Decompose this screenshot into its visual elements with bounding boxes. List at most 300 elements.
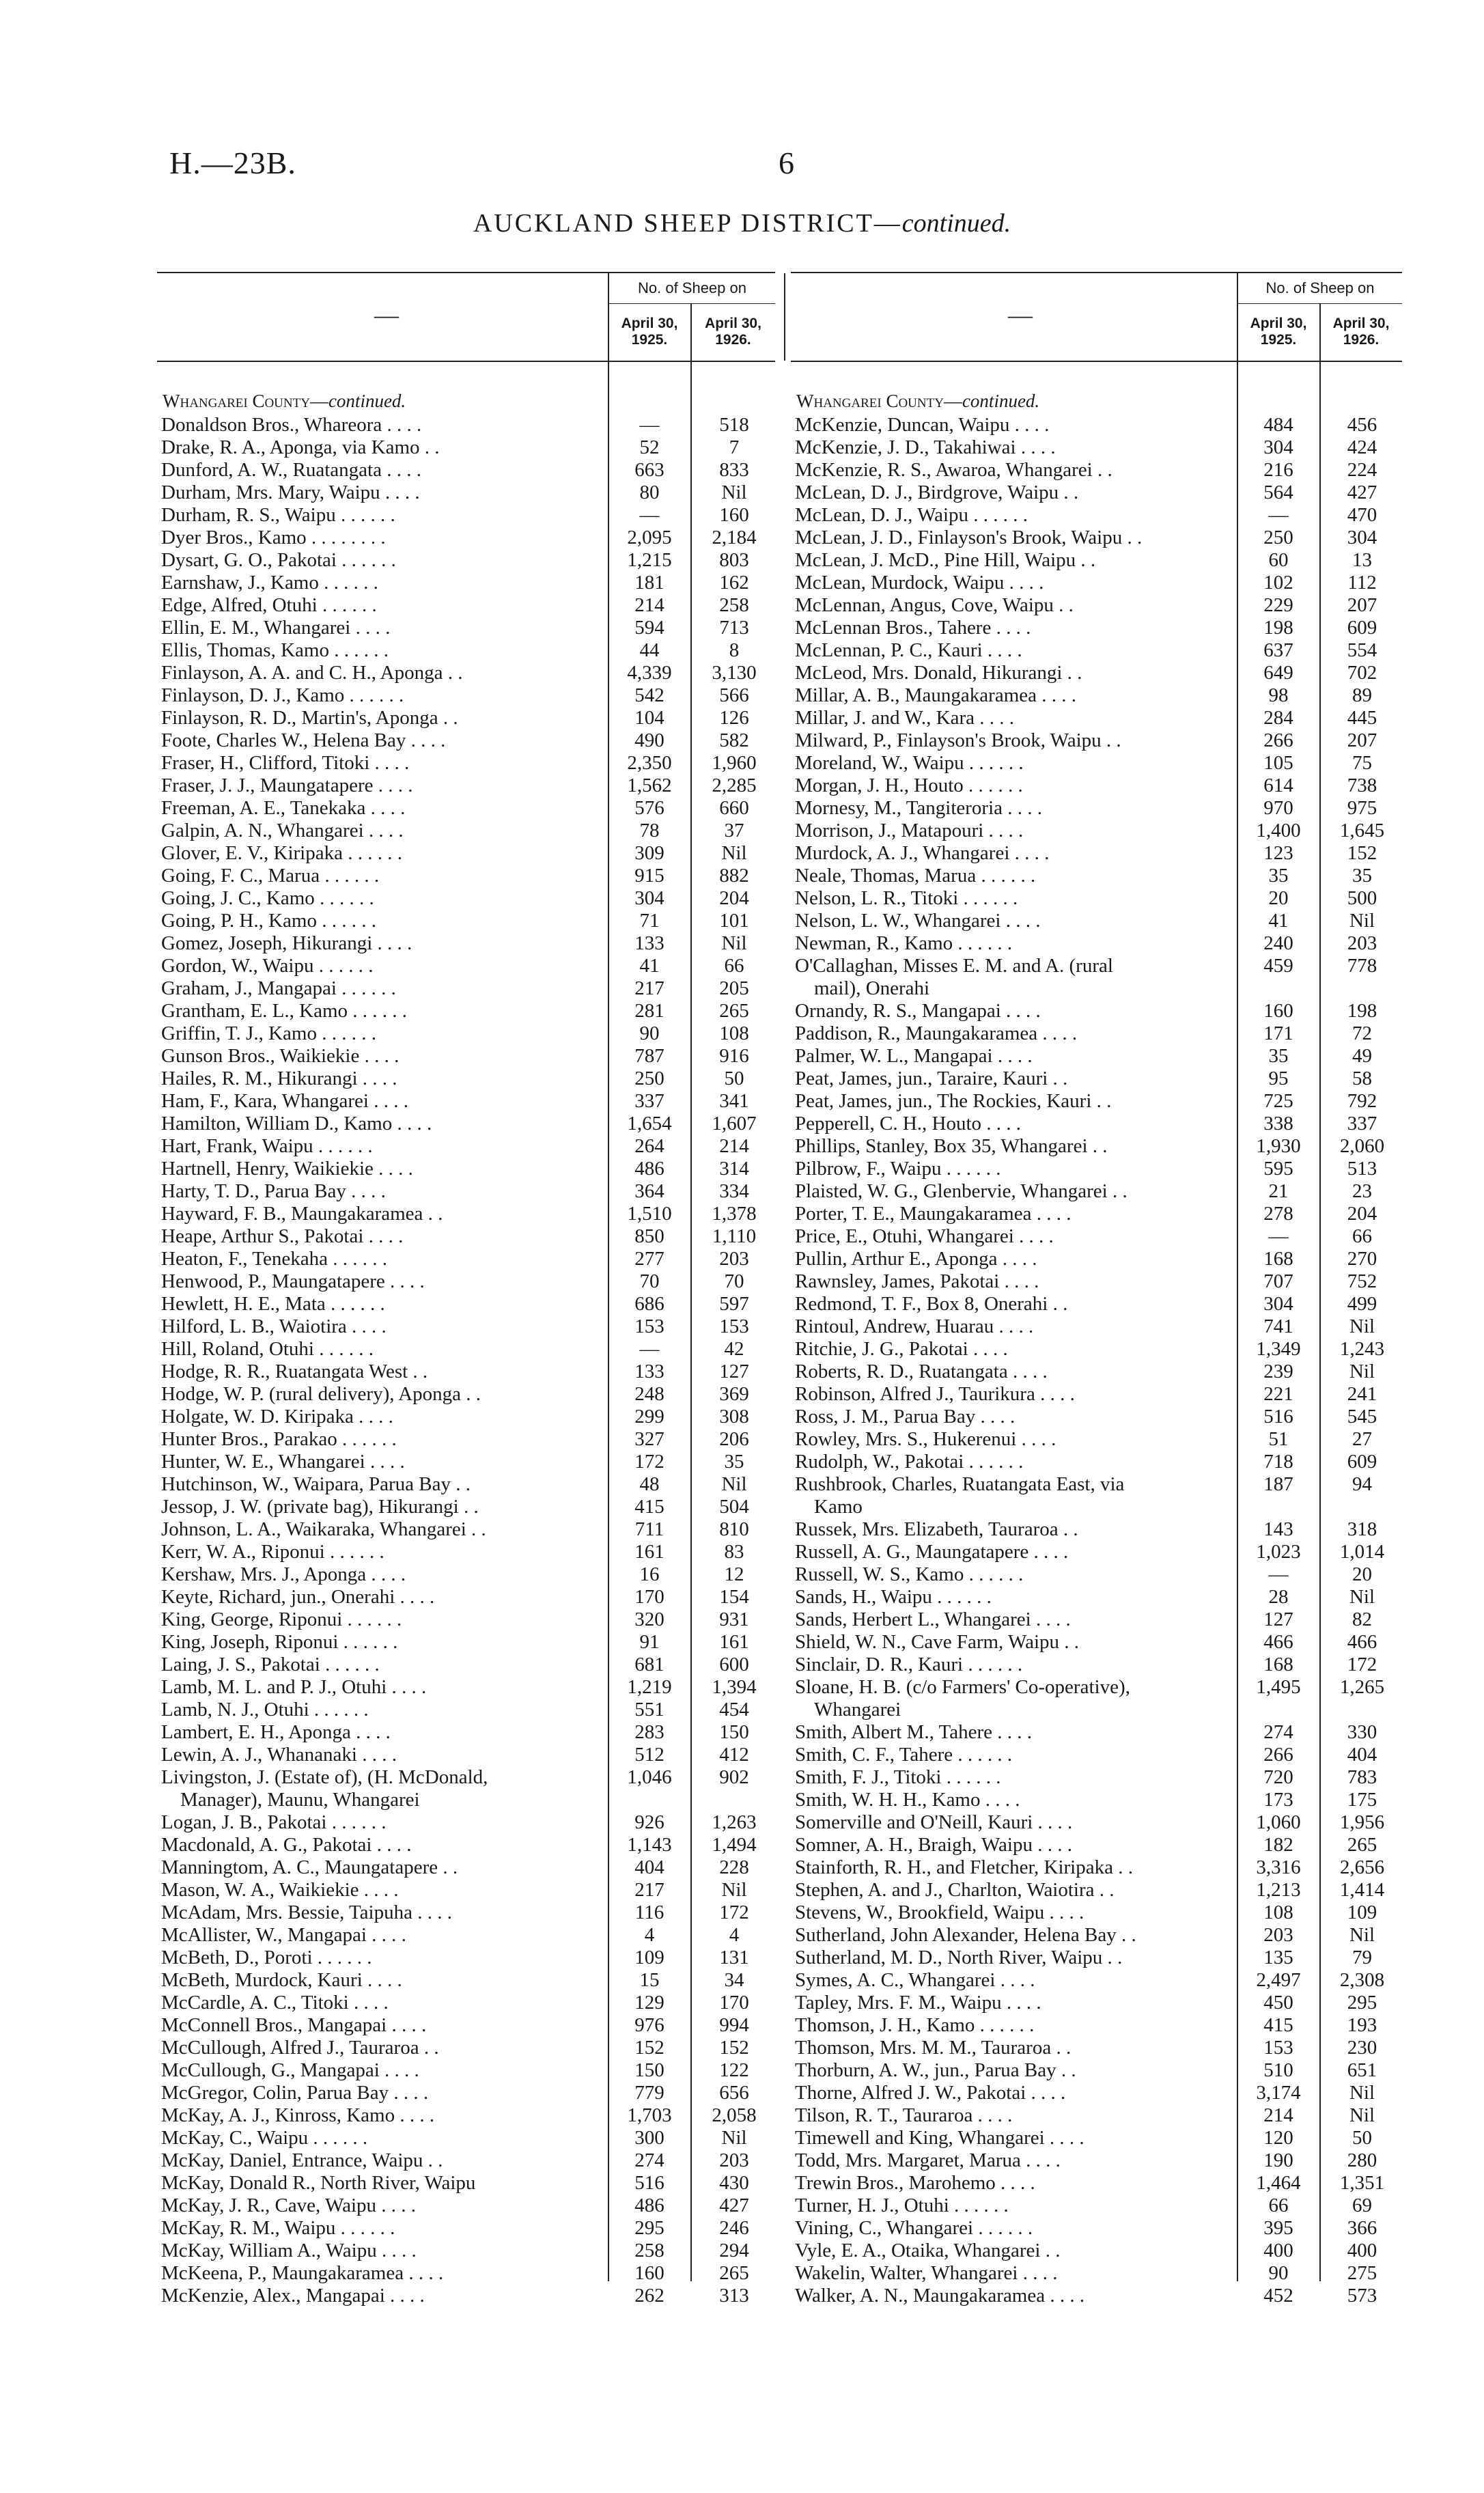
sheep-1926-value: 341 <box>719 1090 749 1112</box>
sheep-1926-value: 170 <box>719 1992 749 2014</box>
sheep-1926-value: 504 <box>719 1496 749 1518</box>
owner-name <box>157 1654 608 1676</box>
sheep-1925-value: 404 <box>634 1856 664 1878</box>
table-row <box>157 2014 775 2037</box>
sheep-1926-value: 651 <box>1347 2059 1377 2081</box>
sheep-1925-value: 283 <box>634 1721 664 1743</box>
sheep-1926-value: 241 <box>1347 1383 1377 1405</box>
sheep-1925-value: 262 <box>634 2285 664 2307</box>
owner-name-line: Russell, W. S., Kamo . . . . . . <box>795 1563 1024 1585</box>
sheep-1926-value: 454 <box>719 1699 749 1721</box>
name-column-header: — <box>374 301 399 329</box>
table-row <box>157 1090 775 1113</box>
owner-name <box>157 504 608 527</box>
owner-name-line: Going, J. C., Kamo . . . . . . <box>161 887 374 909</box>
table-row <box>791 1203 1402 1225</box>
sheep-1926-value: 1,494 <box>712 1834 757 1856</box>
sheep-1925-value: 450 <box>1263 1992 1293 2014</box>
sheep-1926-value: Nil <box>721 482 747 503</box>
sheep-1926-value: 513 <box>1347 1158 1377 1180</box>
column-rule <box>608 273 609 361</box>
sheep-1926-value: 573 <box>1347 2285 1377 2307</box>
sheep-1926-value: 337 <box>1347 1113 1377 1134</box>
owner-name-line: Rudolph, W., Pakotai . . . . . . <box>795 1451 1024 1473</box>
owner-name-line: Holgate, W. D. Kiripaka . . . . <box>161 1406 393 1427</box>
owner-name <box>791 504 1239 527</box>
sheep-1925-value: 160 <box>634 2262 664 2284</box>
table-row <box>791 1902 1402 1924</box>
owner-name <box>157 1902 608 1924</box>
table-row <box>157 1225 775 1248</box>
sheep-1925-value: 725 <box>1263 1090 1293 1112</box>
sheep-1925-value: 80 <box>639 482 660 503</box>
owner-name <box>791 414 1239 436</box>
sheep-1925-value: 551 <box>634 1699 664 1721</box>
sheep-1925-value: 595 <box>1263 1158 1293 1180</box>
sheep-1925-value: 663 <box>634 459 664 481</box>
owner-name-line: Fraser, J. J., Maungatapere . . . . <box>161 775 413 796</box>
owner-name-line: McAdam, Mrs. Bessie, Taipuha . . . . <box>161 1902 452 1923</box>
owner-name-line: Roberts, R. D., Ruatangata . . . . <box>795 1361 1048 1382</box>
column-rule <box>1237 273 1238 361</box>
owner-name-line: Gomez, Joseph, Hikurangi . . . . <box>161 932 412 954</box>
sheep-1926-value: 609 <box>1347 617 1377 639</box>
sheep-1926-value: 50 <box>1352 2127 1372 2149</box>
left-table-header <box>157 272 775 362</box>
sheep-1926-value: 34 <box>724 1969 744 1991</box>
owner-name-line: Laing, J. S., Pakotai . . . . . . <box>161 1654 380 1675</box>
sheep-1926-value: 82 <box>1352 1608 1372 1630</box>
sheep-1925-value: 190 <box>1263 2149 1293 2171</box>
owner-name-line: Ellis, Thomas, Kamo . . . . . . <box>161 639 389 661</box>
owner-name-line: Shield, W. N., Cave Farm, Waipu . . <box>795 1631 1079 1653</box>
sheep-1926-value: 334 <box>719 1180 749 1202</box>
sheep-1926-value: 2,058 <box>712 2104 757 2126</box>
sheep-1926-value: Nil <box>1349 2082 1375 2104</box>
sheep-1925-value: 2,497 <box>1256 1969 1301 1991</box>
owner-name <box>791 1361 1239 1383</box>
sheep-1925-value: 4,339 <box>627 662 672 684</box>
sheep-1925-value: 976 <box>634 2014 664 2036</box>
document-reference: H.—23B. <box>169 145 296 180</box>
owner-name <box>157 572 608 594</box>
table-row <box>791 639 1402 662</box>
table-row <box>791 1969 1402 1992</box>
table-row <box>157 1113 775 1135</box>
sheep-1926-value: 275 <box>1347 2262 1377 2284</box>
owner-name <box>791 2149 1239 2172</box>
owner-name-line: Macdonald, A. G., Pakotai . . . . <box>161 1834 412 1856</box>
sheep-1925-value: 78 <box>639 820 660 841</box>
table-row <box>157 459 775 482</box>
owner-name-line: McKay, C., Waipu . . . . . . <box>161 2127 368 2149</box>
sheep-1926-value: 1,243 <box>1339 1338 1385 1360</box>
table-row <box>157 1902 775 1924</box>
owner-name <box>157 1541 608 1563</box>
table-row <box>791 1180 1402 1203</box>
owner-name <box>791 1248 1239 1270</box>
table-row <box>791 2172 1402 2195</box>
sheep-1926-value: Nil <box>1349 910 1375 932</box>
sheep-1925-value: 284 <box>1263 707 1293 729</box>
sheep-1926-value: 204 <box>1347 1203 1377 1225</box>
owner-name-line: Ellin, E. M., Whangarei . . . . <box>161 617 391 639</box>
page-title <box>0 208 1484 238</box>
sheep-1926-value: 902 <box>719 1766 749 1788</box>
owner-name <box>157 1856 608 1879</box>
table-row <box>157 414 775 436</box>
sheep-1926-value: 427 <box>1347 482 1377 503</box>
sheep-1925-value: 95 <box>1268 1068 1289 1089</box>
table-row <box>791 1879 1402 1902</box>
owner-name <box>157 1496 608 1518</box>
sheep-1925-value: 216 <box>1263 459 1293 481</box>
sheep-1926-value: 304 <box>1347 527 1377 548</box>
sheep-1926-value: 23 <box>1352 1180 1372 1202</box>
owner-name-line: Kershaw, Mrs. J., Aponga . . . . <box>161 1563 406 1585</box>
sheep-1925-value: 1,023 <box>1256 1541 1301 1563</box>
sheep-1926-value: 72 <box>1352 1022 1372 1044</box>
sheep-1926-value: 70 <box>724 1270 744 1292</box>
sheep-1925-value: 90 <box>1268 2262 1289 2284</box>
owner-name-line: Glover, E. V., Kiripaka . . . . . . <box>161 842 402 864</box>
owner-name <box>157 955 608 977</box>
section-heading <box>791 388 1402 414</box>
sheep-1926-value: 369 <box>719 1383 749 1405</box>
sheep-1926-value: 366 <box>1347 2217 1377 2239</box>
table-row <box>157 2217 775 2240</box>
owner-name-line: Durham, R. S., Waipu . . . . . . <box>161 504 395 526</box>
table-row <box>157 1744 775 1766</box>
owner-name <box>791 887 1239 910</box>
sheep-1926-value: 518 <box>719 414 749 436</box>
owner-name <box>157 1338 608 1361</box>
owner-name-line: Fraser, H., Clifford, Titoki . . . . <box>161 752 410 774</box>
table-row <box>157 1361 775 1383</box>
sheep-1926-value: 1,351 <box>1339 2172 1385 2194</box>
table-row <box>791 1293 1402 1315</box>
owner-name <box>791 1879 1239 1902</box>
sheep-1925-value: 60 <box>1268 549 1289 571</box>
sheep-1925-value: 160 <box>1263 1000 1293 1022</box>
table-row <box>791 1045 1402 1068</box>
sheep-1926-value: 101 <box>719 910 749 932</box>
sheep-1925-value: 250 <box>1263 527 1293 548</box>
sheep-1926-value: 738 <box>1347 775 1377 796</box>
owner-name <box>157 1811 608 1834</box>
col-1926-header: April 30, 1926. <box>1332 316 1390 348</box>
sheep-1926-value: Nil <box>1349 1924 1375 1946</box>
sheep-1925-value: — <box>1268 1563 1289 1585</box>
name-column-header: — <box>1008 301 1033 329</box>
owner-name <box>791 527 1239 549</box>
sheep-1926-value: 545 <box>1347 1406 1377 1427</box>
table-row <box>791 1113 1402 1135</box>
sheep-1925-value: 168 <box>1263 1248 1293 1270</box>
owner-name <box>791 752 1239 775</box>
sheep-1926-value: 1,645 <box>1339 820 1385 841</box>
owner-name-continuation: mail), Onerahi <box>814 977 930 999</box>
column-rule <box>690 303 692 361</box>
table-row <box>157 707 775 729</box>
owner-name-line: Vining, C., Whangarei . . . . . . <box>795 2217 1033 2239</box>
table-row <box>157 549 775 572</box>
sheep-1926-value: Nil <box>721 1473 747 1495</box>
sheep-1925-value: 1,349 <box>1256 1338 1301 1360</box>
right-rows <box>791 414 1402 2307</box>
owner-name <box>791 842 1239 865</box>
owner-name-line: Tapley, Mrs. F. M., Waipu . . . . <box>795 1992 1041 2014</box>
owner-name-line: McKay, R. M., Waipu . . . . . . <box>161 2217 395 2239</box>
owner-name-line: Durham, Mrs. Mary, Waipu . . . . <box>161 482 420 503</box>
table-row <box>157 1654 775 1676</box>
owner-name-line: McCullough, Alfred J., Tauraroa . . <box>161 2037 439 2059</box>
owner-name-line: Smith, Albert M., Tahere . . . . <box>795 1721 1033 1743</box>
owner-name-line: Timewell and King, Whangarei . . . . <box>795 2127 1084 2149</box>
sheep-1925-value: 143 <box>1263 1518 1293 1540</box>
owner-name <box>157 1113 608 1135</box>
sheep-1925-value: 1,510 <box>627 1203 672 1225</box>
sheep-1926-value: 554 <box>1347 639 1377 661</box>
table-row <box>157 1428 775 1451</box>
sheep-1925-value: 486 <box>634 1158 664 1180</box>
owner-name-line: Sloane, H. B. (c/o Farmers' Co-operative), <box>795 1676 1130 1698</box>
sheep-1925-value: 152 <box>634 2037 664 2059</box>
sheep-1925-value: 240 <box>1263 932 1293 954</box>
owner-name <box>157 2037 608 2059</box>
owner-name <box>791 1563 1239 1586</box>
owner-name <box>157 1383 608 1406</box>
sheep-1926-value: 193 <box>1347 2014 1377 2036</box>
sheep-1925-value: 337 <box>634 1090 664 1112</box>
table-row <box>157 2149 775 2172</box>
table-row <box>791 1563 1402 1586</box>
sheep-1925-value: 133 <box>634 932 664 954</box>
table-row <box>157 1068 775 1090</box>
owner-name-line: McKay, Daniel, Entrance, Waipu . . <box>161 2149 443 2171</box>
owner-name <box>157 1608 608 1631</box>
sheep-1925-value: 91 <box>639 1631 660 1653</box>
sheep-1926-value: 656 <box>719 2082 749 2104</box>
owner-name <box>791 1631 1239 1654</box>
sheep-1926-value: 783 <box>1347 1766 1377 1788</box>
table-row <box>791 1000 1402 1022</box>
owner-name <box>791 572 1239 594</box>
owner-name-line: Going, P. H., Kamo . . . . . . <box>161 910 376 932</box>
sheep-1926-value: 69 <box>1352 2195 1372 2216</box>
table-row <box>791 1428 1402 1451</box>
sheep-1925-value: 1,930 <box>1256 1135 1301 1157</box>
sheep-1926-value: Nil <box>721 842 747 864</box>
sheep-1925-value: — <box>639 414 660 436</box>
sheep-1926-value: 314 <box>719 1158 749 1180</box>
table-row <box>157 1947 775 1969</box>
sheep-1925-value: 1,213 <box>1256 1879 1301 1901</box>
sheep-1926-value: 172 <box>719 1902 749 1923</box>
sheep-1925-value: 217 <box>634 977 664 999</box>
owner-name <box>157 752 608 775</box>
table-row <box>791 2217 1402 2240</box>
sheep-1925-value: 153 <box>634 1315 664 1337</box>
sheep-1926-value: 833 <box>719 459 749 481</box>
owner-name <box>791 436 1239 459</box>
owner-name <box>157 1947 608 1969</box>
table-row <box>157 2172 775 2195</box>
sheep-1925-value: 116 <box>634 1902 664 1923</box>
sheep-1925-value: 278 <box>1263 1203 1293 1225</box>
sheep-1925-value: 1,495 <box>1256 1676 1301 1698</box>
sheep-1926-value: 702 <box>1347 662 1377 684</box>
sheep-1926-value: 466 <box>1347 1631 1377 1653</box>
owner-name-line: Morrison, J., Matapouri . . . . <box>795 820 1024 841</box>
sheep-1925-value: 3,174 <box>1256 2082 1301 2104</box>
sheep-1926-value: Nil <box>721 1879 747 1901</box>
sheep-1926-value: 35 <box>1352 865 1372 887</box>
sheep-1926-value: 265 <box>1347 1834 1377 1856</box>
owner-name-line: Neale, Thomas, Marua . . . . . . <box>795 865 1036 887</box>
owner-name-line: McBeth, Murdock, Kauri . . . . <box>161 1969 402 1991</box>
owner-name <box>157 2240 608 2262</box>
left-table <box>157 272 775 2307</box>
sheep-1926-value: 265 <box>719 2262 749 2284</box>
sheep-1925-value: 15 <box>639 1969 660 1991</box>
owner-name <box>157 2262 608 2285</box>
sheep-1926-value: 112 <box>1347 572 1377 594</box>
sheep-1925-value: 181 <box>634 572 664 594</box>
table-row <box>157 1451 775 1473</box>
owner-name-line: Hewlett, H. E., Mata . . . . . . <box>161 1293 385 1315</box>
sheep-1925-value: 510 <box>1263 2059 1293 2081</box>
sheep-1925-value: — <box>639 504 660 526</box>
table-row <box>157 1293 775 1315</box>
owner-name-line: Hodge, R. R., Ruatangata West . . <box>161 1361 428 1382</box>
owner-name <box>791 1338 1239 1361</box>
owner-name-line: Sutherland, John Alexander, Helena Bay . . <box>795 1924 1136 1946</box>
sheep-1926-value: 500 <box>1347 887 1377 909</box>
sheep-1926-value: 810 <box>719 1518 749 1540</box>
sheep-count-group-header: No. of Sheep on <box>1238 273 1402 304</box>
table-row <box>791 572 1402 594</box>
table-row <box>157 617 775 639</box>
owner-name-line: McKay, A. J., Kinross, Kamo . . . . <box>161 2104 435 2126</box>
owner-name <box>157 1699 608 1721</box>
section-main: Whangarei County— <box>163 391 328 411</box>
sheep-1926-value: 198 <box>1347 1000 1377 1022</box>
sheep-1925-value: 594 <box>634 617 664 639</box>
owner-name-line: Walker, A. N., Maungakaramea . . . . <box>795 2285 1085 2307</box>
owner-name-line: McLennan Bros., Tahere . . . . <box>795 617 1031 639</box>
owner-name-line: Stevens, W., Brookfield, Waipu . . . . <box>795 1902 1084 1923</box>
sheep-1925-value: 490 <box>634 729 664 751</box>
sheep-1925-value: 266 <box>1263 729 1293 751</box>
owner-name-line: Moreland, W., Waipu . . . . . . <box>795 752 1024 774</box>
owner-name <box>157 932 608 955</box>
table-row <box>157 1924 775 1947</box>
sheep-1926-value: 152 <box>719 2037 749 2059</box>
sheep-1926-value: 318 <box>1347 1518 1377 1540</box>
owner-name-line: Smith, W. H. H., Kamo . . . . <box>795 1789 1020 1811</box>
sheep-1926-value: 660 <box>719 797 749 819</box>
table-row <box>791 1473 1402 1518</box>
owner-name-line: Hailes, R. M., Hikurangi . . . . <box>161 1068 397 1089</box>
table-row <box>157 1158 775 1180</box>
owner-name <box>791 1924 1239 1947</box>
owner-name <box>157 707 608 729</box>
sheep-1925-value: 1,060 <box>1256 1811 1301 1833</box>
owner-name-line: Hodge, W. P. (rural delivery), Aponga . . <box>161 1383 481 1405</box>
sheep-1925-value: 564 <box>1263 482 1293 503</box>
table-row <box>157 1248 775 1270</box>
sheep-1925-value: 300 <box>634 2127 664 2149</box>
sheep-1926-value: 265 <box>719 1000 749 1022</box>
table-row <box>157 504 775 527</box>
sheep-1925-value: 787 <box>634 1045 664 1067</box>
owner-name-line: Thomson, Mrs. M. M., Tauraroa . . <box>795 2037 1072 2059</box>
owner-name <box>791 1789 1239 1811</box>
table-row <box>157 1834 775 1856</box>
col-1925-header: April 30, 1925. <box>621 316 678 348</box>
section-continued: continued. <box>962 391 1040 411</box>
owner-name <box>791 932 1239 955</box>
sheep-1925-value: 299 <box>634 1406 664 1427</box>
owner-name-line: Finlayson, A. A. and C. H., Aponga . . <box>161 662 463 684</box>
owner-name <box>157 2014 608 2037</box>
table-row <box>157 1496 775 1518</box>
sheep-1926-value: 470 <box>1347 504 1377 526</box>
owner-name <box>791 865 1239 887</box>
sheep-1926-value: 207 <box>1347 729 1377 751</box>
sheep-1925-value: 44 <box>639 639 660 661</box>
sheep-1925-value: 741 <box>1263 1315 1293 1337</box>
table-row <box>791 504 1402 527</box>
sheep-1926-value: 1,956 <box>1339 1811 1385 1833</box>
owner-name-line: Johnson, L. A., Waikaraka, Whangarei . . <box>161 1518 486 1540</box>
owner-name <box>157 2082 608 2104</box>
sheep-1925-value: 41 <box>639 955 660 977</box>
owner-name <box>791 1293 1239 1315</box>
sheep-1926-value: 126 <box>719 707 749 729</box>
sheep-1926-value: 154 <box>719 1586 749 1608</box>
owner-name <box>157 865 608 887</box>
sheep-1926-value: 294 <box>719 2240 749 2261</box>
owner-name <box>791 775 1239 797</box>
table-row <box>157 1586 775 1608</box>
sheep-1925-value: 108 <box>1263 1902 1293 1923</box>
title-main: AUCKLAND SHEEP DISTRICT— <box>473 209 902 238</box>
owner-name-line: Somner, A. H., Braigh, Waipu . . . . <box>795 1834 1072 1856</box>
owner-name <box>791 2195 1239 2217</box>
owner-name <box>791 1225 1239 1248</box>
owner-name-line: Thorne, Alfred J. W., Pakotai . . . . <box>795 2082 1066 2104</box>
table-row <box>791 752 1402 775</box>
owner-name-line: Sutherland, M. D., North River, Waipu . . <box>795 1947 1123 1968</box>
table-row <box>157 1969 775 1992</box>
table-row <box>791 1541 1402 1563</box>
owner-name <box>157 1473 608 1496</box>
owner-name <box>791 1406 1239 1428</box>
owner-name <box>791 2217 1239 2240</box>
table-row <box>157 729 775 752</box>
table-row <box>791 865 1402 887</box>
sheep-1926-value: 153 <box>719 1315 749 1337</box>
owner-name-line: Murdock, A. J., Whangarei . . . . <box>795 842 1050 864</box>
table-row <box>791 684 1402 707</box>
sheep-1925-value: 415 <box>634 1496 664 1518</box>
sheep-1926-value: 108 <box>719 1022 749 1044</box>
owner-name-line: Lamb, M. L. and P. J., Otuhi . . . . <box>161 1676 427 1698</box>
table-row <box>157 2082 775 2104</box>
title-continued: continued. <box>901 209 1011 238</box>
